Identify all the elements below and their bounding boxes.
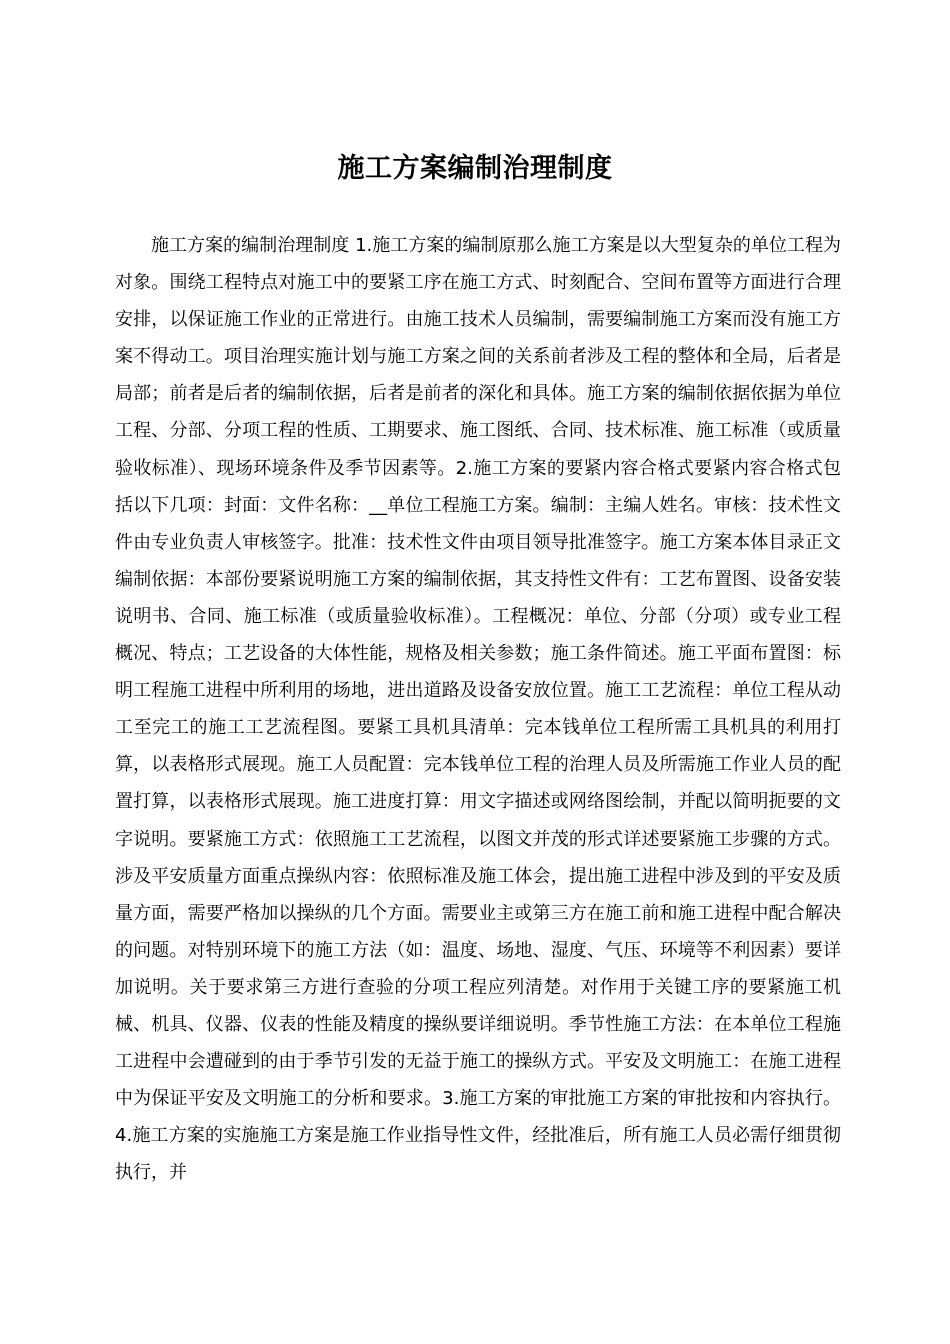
document-body-paragraph: 施工方案的编制治理制度 1.施工方案的编制原那么施工方案是以大型复杂的单位工程为对象。围绕工程特点对施工中的要紧工序在施工方式、时刻配合、空间布置等方面进行合理安排，以保证施工作业的正常进行。由施工技术人员编制，需要编制施工方案而没有施工方案不得动工。项目治理实施计划与施工方案之间的关系前者涉及工程的整体和全局，后者是局部；前者是后者的编制依据，后者是前者的深化和具体。施工方案的编制依据依据为单位工程、分部、分项工程的性质、工期要求、施工图纸、合同、技术标准、施工标准（或质量验收标准）、现场环境条件及季节因素等。2.施工方案的要紧内容合格式要紧内容合格式包括以下几项：封面：文件名称：__单位工程施工方案。编制：主编人姓名。审核：技术性文件由专业负责人审核签字。批准：技术性文件由项目领导批准签字。施工方案本体目录正文编制依据：本部份要紧说明施工方案的编制依据，其支持性文件有：工艺布置图、设备安装说明书、合同、施工标准（或质量验收标准）。工程概况：单位、分部（分项）或专业工程概况、特点；工艺设备的大体性能，规格及相关参数；施工条件简述。施工平面布置图：标明工程施工进程中所利用的场地，进出道路及设备安放位置。施工工艺流程：单位工程从动工至完工的施工工艺流程图。要紧工具机具清单：完本钱单位工程所需工具机具的利用打算，以表格形式展现。施工人员配置：完本钱单位工程的治理人员及所需施工作业人员的配置打算，以表格形式展现。施工进度打算：用文字描述或网络图绘制，并配以简明扼要的文字说明。要紧施工方式：依照施工工艺流程，以图文并茂的形式详述要紧施工步骤的方式。涉及平安质量方面重点操纵内容：依照标准及施工体会，提出施工进程中涉及到的平安及质量方面，需要严格加以操纵的几个方面。需要业主或第三方在施工前和施工进程中配合解决的问题。对特别环境下的施工方法（如：温度、场地、湿度、气压、环境等不利因素）要详加说明。关于要求第三方进行查验的分项工程应列清楚。对作用于关键工序的要紧施工机械、机具、仪器、仪表的性能及精度的操纵要详细说明。季节性施工方法：在本单位工程施工进程中会遭碰到的由于季节引发的无益于施工的操纵方式。平安及文明施工：在施工进程中为保证平安及文明施工的分析和要求。3.施工方案的审批施工方案的审批按和内容执行。4.施工方案的实施施工方案是施工作业指导性文件，经批准后，所有施工人员必需仔细贯彻执行，并 bbox=[115, 235, 841, 1184]
document-title: 施工方案编制治理制度 bbox=[337, 153, 613, 185]
